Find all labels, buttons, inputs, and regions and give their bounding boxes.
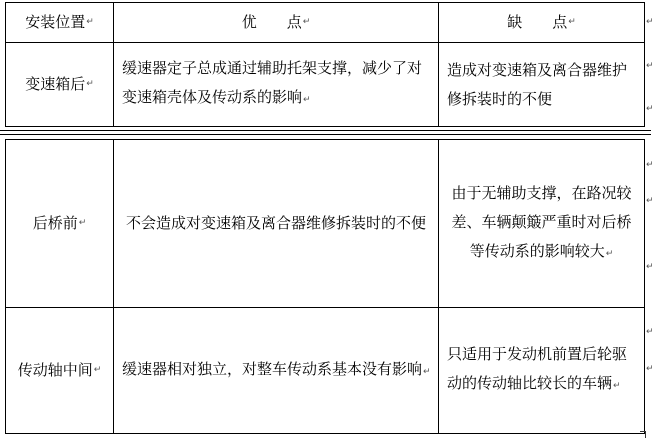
page-break-rule [0, 134, 651, 135]
row-disadvantage-wrap [447, 340, 638, 401]
end-of-row-mark: ↵ [646, 364, 654, 374]
header-disadvantage-label: 缺 点 [507, 13, 568, 31]
end-of-row-mark: ↵ [646, 61, 654, 71]
paragraph-mark: ↵ [605, 248, 614, 259]
table-row-2-disadvantage [439, 140, 644, 307]
row-advantage-text: 缓速器相对独立，对整车传动系基本没有影响 [122, 359, 423, 378]
row-disadvantage-text: 由于无辅助支撑，在路况较差、车辆颠簸严重时对后桥等传动系的影响较大 [451, 183, 632, 260]
table-row-1-advantage [114, 43, 438, 126]
row-disadvantage-text: 只适用于发动机前置后轮驱动的传动轴比较长的车辆 [447, 345, 628, 392]
end-of-row-mark: ↵ [646, 17, 654, 27]
table-border [5, 433, 645, 434]
paragraph-mark: ↵ [93, 365, 102, 375]
header-cell-position [6, 3, 113, 42]
row-disadvantage-text: 造成对变速箱及离合器维护修拆装时的不便 [447, 60, 628, 108]
header-cell-disadvantage [439, 3, 644, 42]
row-position-text: 后桥前 [32, 214, 78, 232]
row-disadvantage-wrap [447, 56, 638, 114]
row-disadvantage-wrap [447, 179, 636, 269]
header-cell-advantage [114, 3, 438, 42]
end-of-row-mark: ↵ [646, 104, 654, 114]
row-advantage-text: 不会造成对变速箱及离合器维修拆装时的不便 [126, 214, 427, 232]
row-advantage-wrap [126, 209, 426, 238]
paragraph-mark: ↵ [423, 366, 431, 377]
row-advantage-wrap [122, 54, 434, 115]
table-row-3-advantage [114, 308, 438, 433]
table-row-1-disadvantage [439, 43, 644, 126]
table-row-1-position [6, 43, 113, 126]
table-row-3-position [6, 308, 113, 433]
header-position-label: 安装位置 [25, 13, 86, 31]
page-break-rule [0, 130, 651, 131]
table-row-3-disadvantage [439, 308, 644, 433]
end-of-row-mark: ↵ [646, 327, 654, 337]
table-border [644, 139, 645, 434]
table-row-2-position [6, 140, 113, 307]
paragraph-mark: ↵ [86, 17, 94, 27]
paragraph-mark: ↵ [78, 218, 87, 228]
table-row-2-advantage [114, 140, 438, 307]
row-position-text: 变速箱后 [25, 75, 86, 93]
table-border [644, 2, 645, 127]
paragraph-mark: ↵ [613, 381, 621, 391]
header-advantage-label: 优 点 [241, 13, 302, 31]
end-of-row-mark: ↵ [646, 160, 654, 170]
paragraph-mark: ↵ [302, 17, 311, 27]
corner-tick [645, 432, 646, 438]
paragraph-mark: ↵ [303, 95, 311, 105]
end-of-row-mark: ↵ [646, 262, 654, 272]
paragraph-mark: ↵ [568, 17, 576, 27]
paragraph-mark: ↵ [86, 79, 94, 89]
row-advantage-wrap [122, 355, 431, 387]
table-border [5, 126, 645, 127]
row-position-text: 传动轴中间 [17, 361, 93, 379]
end-of-row-mark: ↵ [646, 196, 654, 206]
row-advantage-text: 缓速器定子总成通过辅助托架支撑，减少了对变速箱壳体及传动系的影响 [122, 59, 423, 106]
